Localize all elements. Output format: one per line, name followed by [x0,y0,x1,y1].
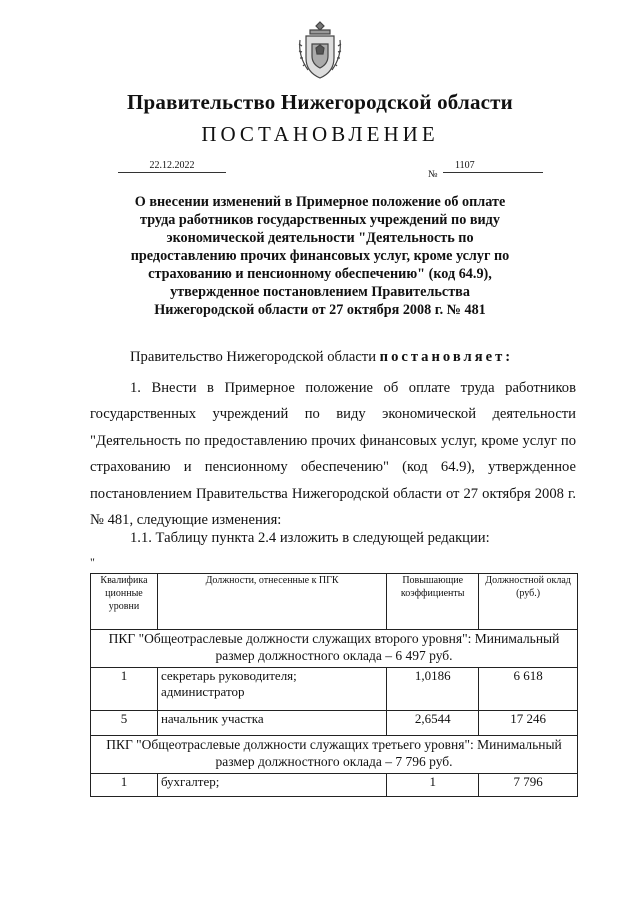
header-level: Квалифика ционные уровни [91,574,158,630]
group-2-title: ПКГ "Общеотраслевые должности служащих второго уровня": Минимальный размер должностного оклада – 6 497 руб. [91,630,578,668]
table-row [91,711,578,736]
subject-line: экономической деятельности "Деятельность по [166,230,474,246]
salary-table [90,573,578,797]
table-group-row [91,736,578,774]
document-subject [110,193,530,319]
number-field [443,160,543,173]
paragraph-1: 1. Внести в Примерное положение об оплате труда работников государственных учреждений по виду экономической деятельности "Деятельность по предоставлению прочих финансовых услуг, кроме услуг по страхованию и пенсионному обеспечению" (код 64.9), утвержденное постановлением Правительства Нижегородской области от 27 октября 2008 г. № 481, следующие изменения: [90,380,576,529]
paragraph-1-1: 1.1. Таблицу пункта 2.4 изложить в следующей редакции: [130,530,490,546]
document-type: ПОСТАНОВЛЕНИЕ [201,122,439,146]
cell-coefficient: 1 [387,774,479,797]
quote-mark: " [90,555,95,569]
preamble-decree: постановляет: [379,349,514,365]
subject-line: страхованию и пенсионному обеспечению" (код 64.9), [148,266,492,282]
cell-level: 5 [91,711,158,736]
preamble-text: Правительство Нижегородской области [130,349,376,365]
cell-salary: 6 618 [479,668,578,711]
header-salary: Должностной оклад (руб.) [479,574,578,630]
subject-line: предоставлению прочих финансовых услуг, кроме услуг по [130,248,510,264]
subject-line: труда работников государственных учреждений по виду [140,212,500,228]
header-positions: Должности, отнесенные к ПГК [157,574,386,630]
number-underline [443,172,543,173]
subject-line: Нижегородской области от 27 октября 2008 г. № 481 [154,302,486,318]
cell-coefficient: 1,0186 [387,668,479,711]
header-coefficients: Повышающие коэффициенты [387,574,479,630]
table-row [91,668,578,711]
subject-line: О внесении изменений в Примерное положение об оплате [134,194,506,210]
group-3-title: ПКГ "Общеотраслевые должности служащих третьего уровня": Минимальный размер должностного оклада – 7 796 руб. [91,736,578,774]
cell-coefficient: 2,6544 [387,711,479,736]
subject-line: утвержденное постановлением Правительства [170,284,470,300]
government-title: Правительство Нижегородской области [127,90,513,114]
coat-of-arms-icon [296,18,344,82]
cell-position: бухгалтер; [157,774,386,797]
cell-level: 1 [91,774,158,797]
document-number: 1107 [455,160,475,171]
document-date: 22.12.2022 [149,160,195,171]
table-group-row [91,630,578,668]
date-field [118,160,226,173]
table-header-row [91,574,578,630]
table-row [91,774,578,797]
cell-salary: 17 246 [479,711,578,736]
preamble [130,349,513,366]
cell-salary: 7 796 [479,774,578,797]
cell-position: секретарь руководителя; администратор [157,668,386,711]
number-sign: № [428,169,438,180]
cell-position: начальник участка [157,711,386,736]
cell-level: 1 [91,668,158,711]
date-underline [118,172,226,173]
